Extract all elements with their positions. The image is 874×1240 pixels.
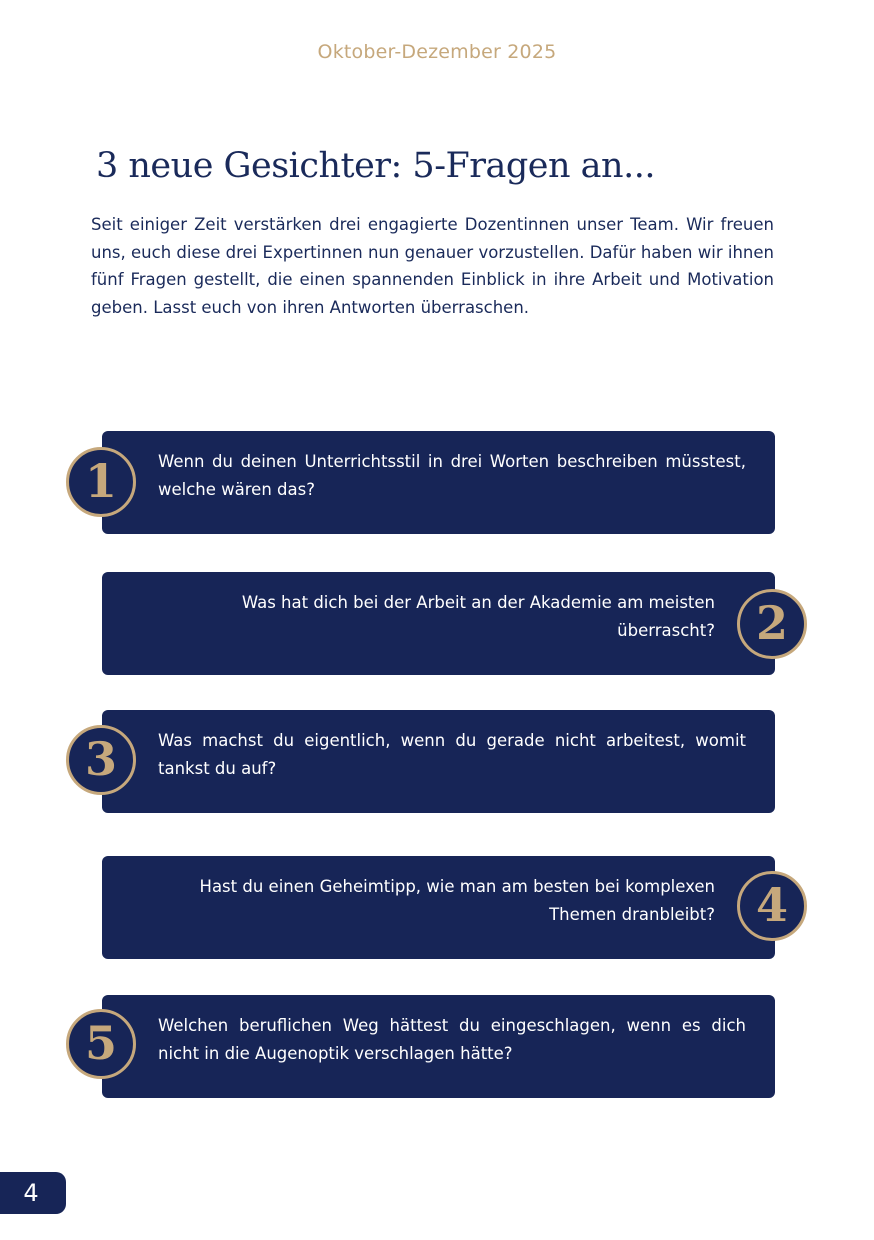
question-number: 2 bbox=[755, 596, 788, 650]
question-card-5 bbox=[102, 995, 775, 1098]
question-number-badge-1 bbox=[66, 447, 136, 517]
page-number: 4 bbox=[23, 1179, 39, 1207]
question-number: 5 bbox=[84, 1016, 117, 1070]
question-text: Wenn du deinen Unterrichtsstil in drei Worten beschreiben müsstest, welche wären das? bbox=[158, 452, 746, 499]
question-number: 3 bbox=[84, 732, 117, 786]
question-card-2 bbox=[102, 572, 775, 675]
question-number-badge-4 bbox=[737, 871, 807, 941]
question-text: Was machst du eigentlich, wenn du gerade nicht arbeitest, womit tankst du auf? bbox=[158, 731, 746, 778]
question-number: 1 bbox=[84, 454, 117, 508]
question-text: Hast du einen Geheimtipp, wie man am besten bei komplexen Themen dranbleibt? bbox=[199, 877, 715, 924]
question-card-1 bbox=[102, 431, 775, 534]
intro-paragraph: Seit einiger Zeit verstärken drei engagierte Dozentinnen unser Team. Wir freuen uns, euch diese drei Expertinnen nun genauer vorzustellen. Dafür haben wir ihnen fünf Fragen gestellt, die einen spannenden Einblick in ihre Arbeit und Motivation geben. Lasst euch von ihren Antworten überraschen. bbox=[91, 215, 774, 317]
question-card-4 bbox=[102, 856, 775, 959]
question-number-badge-3 bbox=[66, 725, 136, 795]
question-text: Was hat dich bei der Arbeit an der Akademie am meisten überrascht? bbox=[241, 593, 715, 640]
page-number-tab bbox=[0, 1172, 66, 1214]
question-text: Welchen beruflichen Weg hättest du eingeschlagen, wenn es dich nicht in die Augenoptik verschlagen hätte? bbox=[158, 1016, 746, 1063]
question-number-badge-2 bbox=[737, 589, 807, 659]
page-title: 3 neue Gesichter: 5-Fragen an... bbox=[96, 146, 655, 186]
question-number: 4 bbox=[755, 878, 788, 932]
question-number-badge-5 bbox=[66, 1009, 136, 1079]
header-date-range: Oktober-Dezember 2025 bbox=[317, 41, 557, 63]
question-card-3 bbox=[102, 710, 775, 813]
